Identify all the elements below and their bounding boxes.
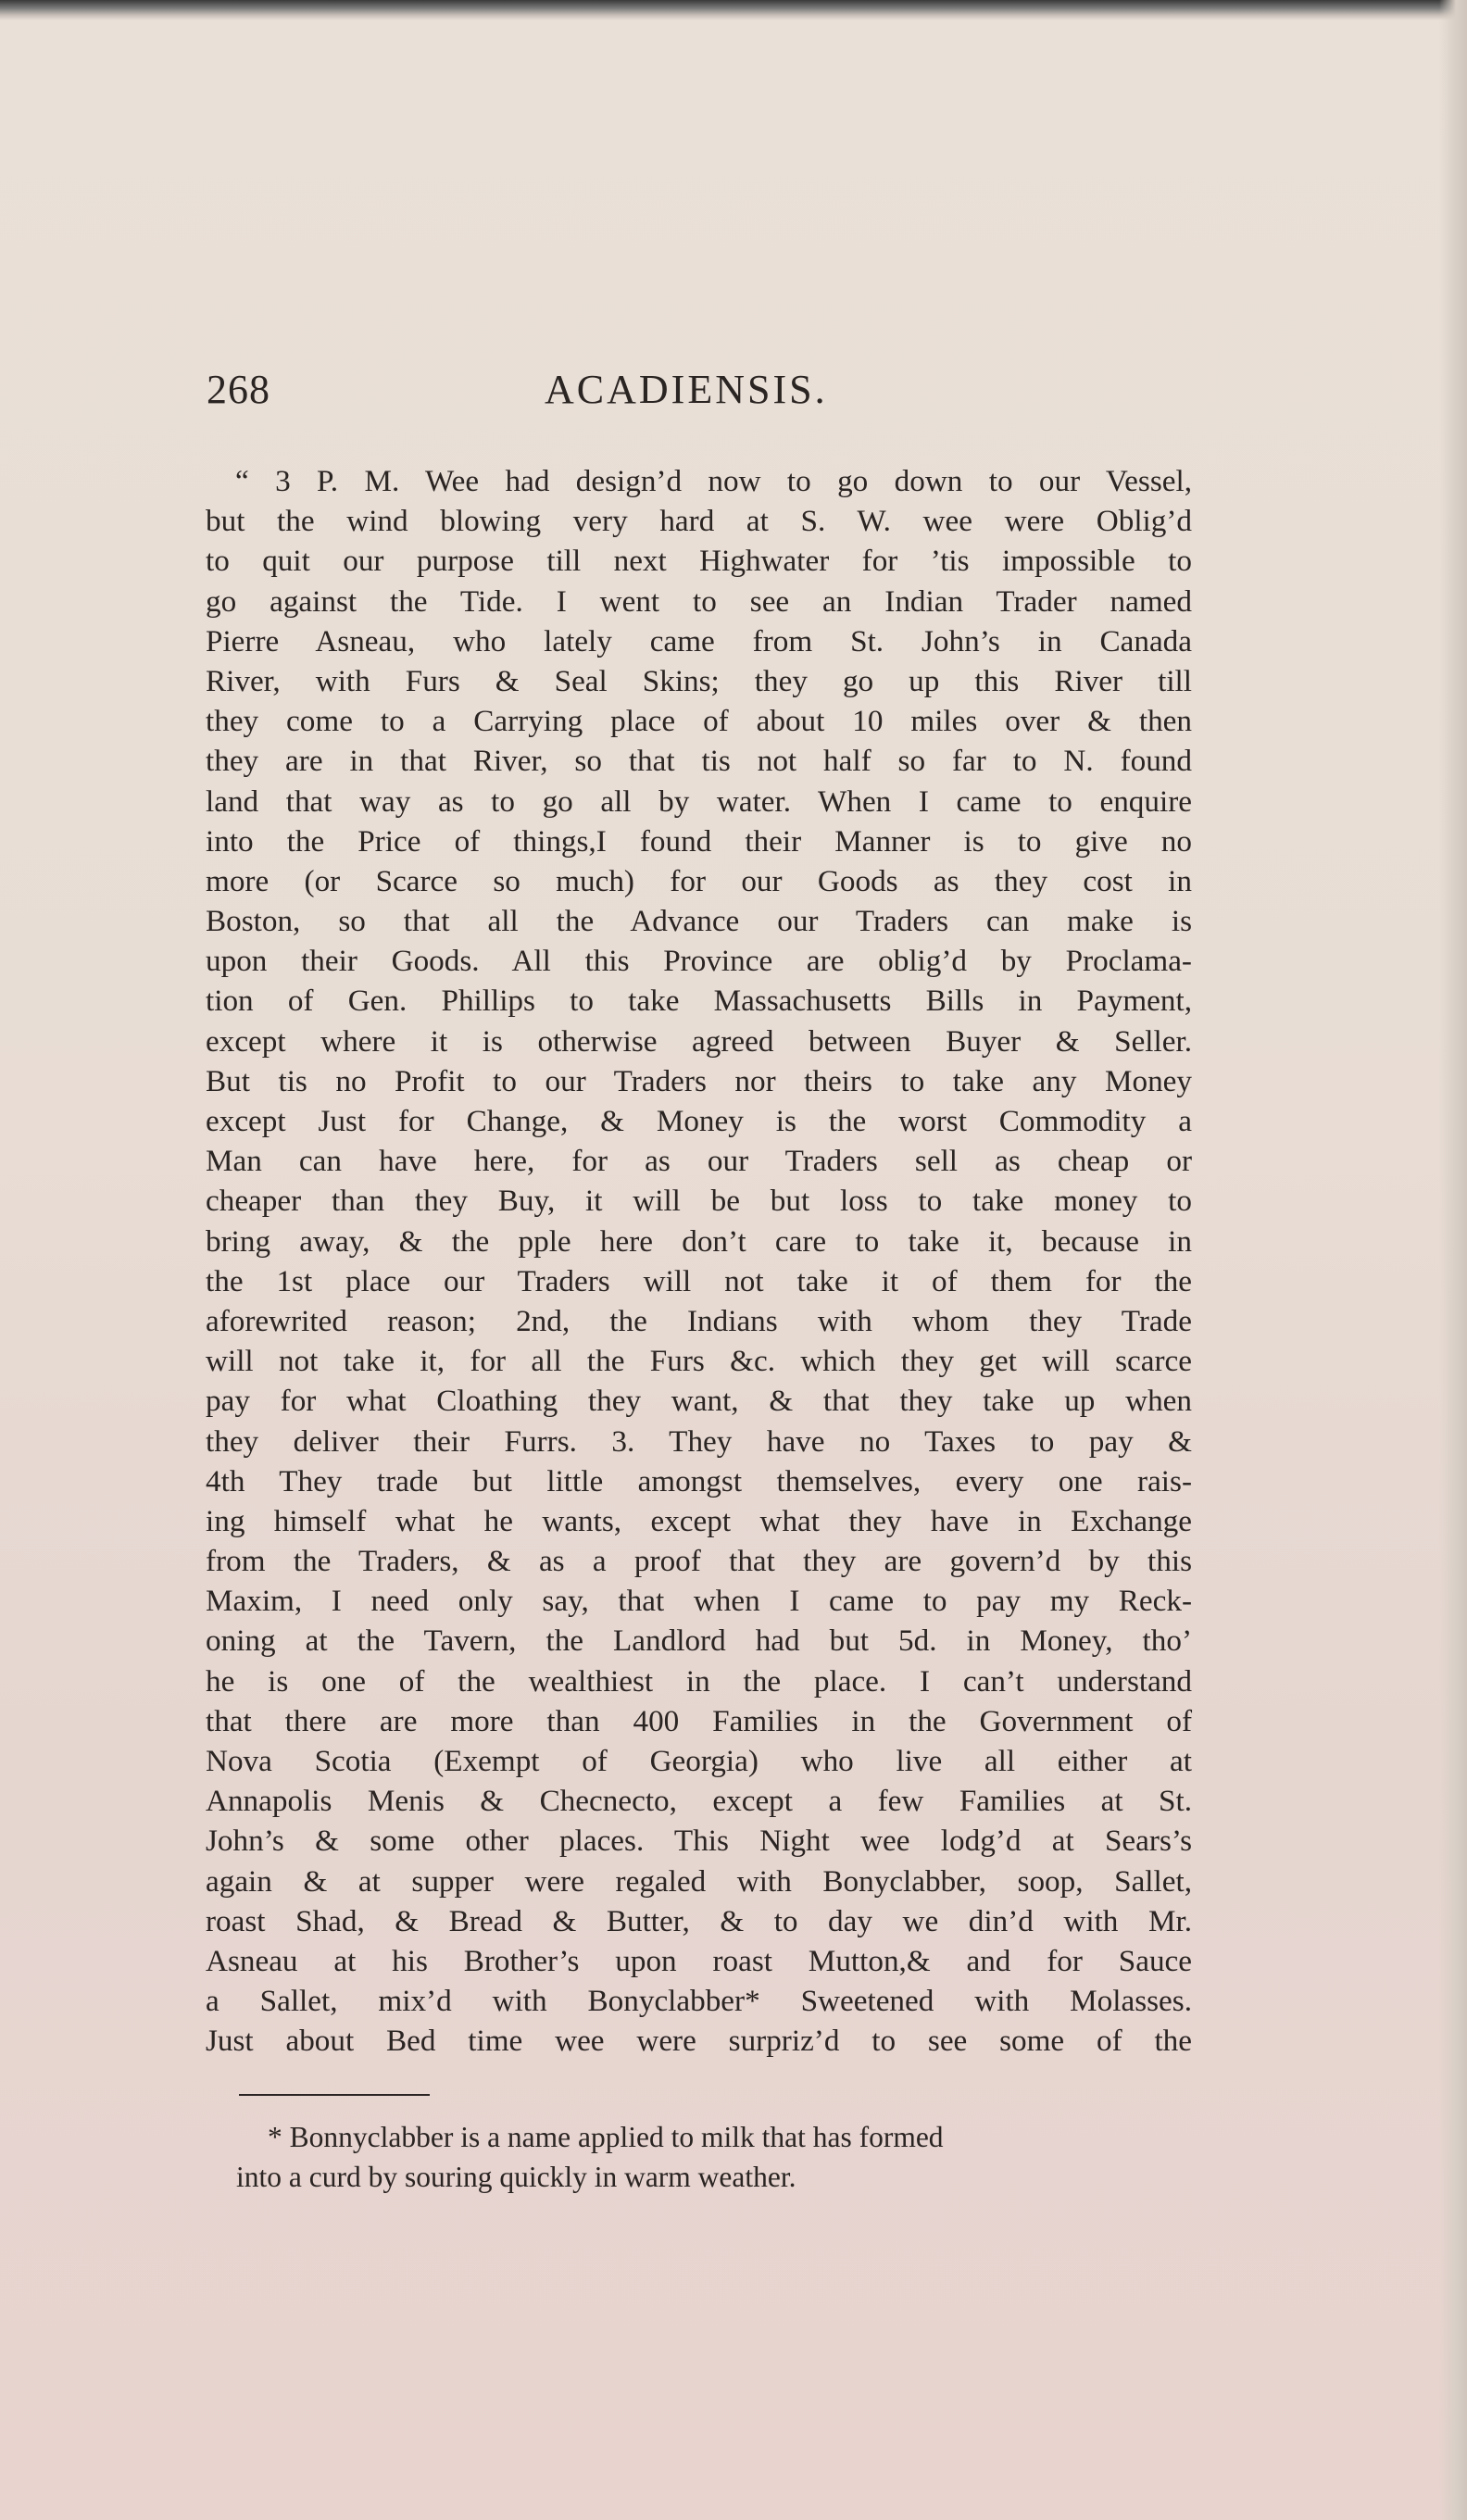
body-line: Annapolis Menis & Checnecto, except a few Families at St. (206, 1784, 1192, 1819)
footnote-line: * Bonnyclabber is a name applied to milk that has formed (268, 2121, 944, 2153)
body-line: land that way as to go all by water. When I came to enquire (206, 784, 1192, 819)
body-line: But tis no Profit to our Traders nor theirs to take any Money (206, 1063, 1192, 1098)
body-line: that there are more than 400 Families in the Government of (206, 1703, 1192, 1738)
body-line: they come to a Carrying place of about 10 miles over & then (206, 704, 1192, 739)
footnote (236, 2117, 1181, 2197)
body-line: cheaper than they Buy, it will be but loss to take money to (206, 1184, 1192, 1219)
body-line: Pierre Asneau, who lately came from St. John’s in Canada (206, 623, 1192, 658)
body-line: again & at supper were regaled with Bonyclabber, soop, Sallet, (206, 1863, 1192, 1899)
body-line: he is one of the wealthiest in the place. I can’t understand (206, 1663, 1192, 1699)
body-line: except where it is otherwise agreed between Buyer & Seller. (206, 1023, 1192, 1059)
body-line: will not take it, for all the Furs &c. which they get will scarce (206, 1344, 1192, 1379)
body-line: aforewrited reason; 2nd, the Indians with whom they Trade (206, 1303, 1192, 1338)
body-line: to quit our purpose till next Highwater for ’tis impossible to (206, 544, 1192, 579)
body-line: the 1st place our Traders will not take it of them for the (206, 1263, 1192, 1298)
body-line: John’s & some other places. This Night wee lodg’d at Sears’s (206, 1824, 1192, 1859)
body-line: Asneau at his Brother’s upon roast Mutton,& and for Sauce (206, 1943, 1192, 1978)
body-line: into the Price of things,I found their Manner is to give no (206, 823, 1192, 859)
body-line: upon their Goods. All this Province are oblig’d by Proclama- (206, 944, 1192, 979)
body-line: more (or Scarce so much) for our Goods as they cost in (206, 863, 1192, 898)
body-line: “ 3 P. M. Wee had design’d now to go down to our Vessel, (235, 464, 1192, 498)
body-line: bring away, & the pple here don’t care to take it, because in (206, 1223, 1192, 1259)
body-line: a Sallet, mix’d with Bonyclabber* Sweetened with Molasses. (206, 1984, 1192, 2019)
page-top-edge (0, 0, 1467, 20)
body-line: Just about Bed time wee were surpriz’d to see some of the (206, 2024, 1192, 2059)
body-line: 4th They trade but little amongst themselves, every one rais- (206, 1463, 1192, 1498)
page-number: 268 (207, 367, 270, 412)
body-line: they deliver their Furrs. 3. They have no Taxes to pay & (206, 1423, 1192, 1459)
body-line: tion of Gen. Phillips to take Massachusetts Bills in Payment, (206, 984, 1192, 1019)
page-header (207, 366, 1174, 421)
body-text (206, 461, 1192, 2062)
body-line: River, with Furs & Seal Skins; they go up this River till (206, 663, 1192, 698)
body-line: oning at the Tavern, the Landlord had but 5d. in Money, tho’ (206, 1624, 1192, 1659)
body-line: ing himself what he wants, except what they have in Exchange (206, 1503, 1192, 1538)
body-line: they are in that River, so that tis not half so far to N. found (206, 744, 1192, 779)
running-head: ACADIENSIS. (545, 367, 828, 412)
body-line: from the Traders, & as a proof that they are govern’d by this (206, 1544, 1192, 1579)
body-line: Man can have here, for as our Traders sell as cheap or (206, 1144, 1192, 1179)
page-right-edge (1439, 0, 1467, 2520)
body-line: Boston, so that all the Advance our Traders can make is (206, 904, 1192, 939)
body-line: roast Shad, & Bread & Butter, & to day we din’d with Mr. (206, 1903, 1192, 1938)
body-line: Maxim, I need only say, that when I came to pay my Reck- (206, 1584, 1192, 1619)
footnote-rule (239, 2094, 430, 2096)
body-line: Nova Scotia (Exempt of Georgia) who live all either at (206, 1744, 1192, 1778)
body-line: but the wind blowing very hard at S. W. wee were Oblig’d (206, 504, 1192, 539)
body-line: pay for what Cloathing they want, & that they take up when (206, 1384, 1192, 1419)
footnote-line: into a curd by souring quickly in warm weather. (236, 2161, 796, 2193)
body-line: go against the Tide. I went to see an Indian Trader named (206, 583, 1192, 619)
body-line: except Just for Change, & Money is the worst Commodity a (206, 1104, 1192, 1138)
